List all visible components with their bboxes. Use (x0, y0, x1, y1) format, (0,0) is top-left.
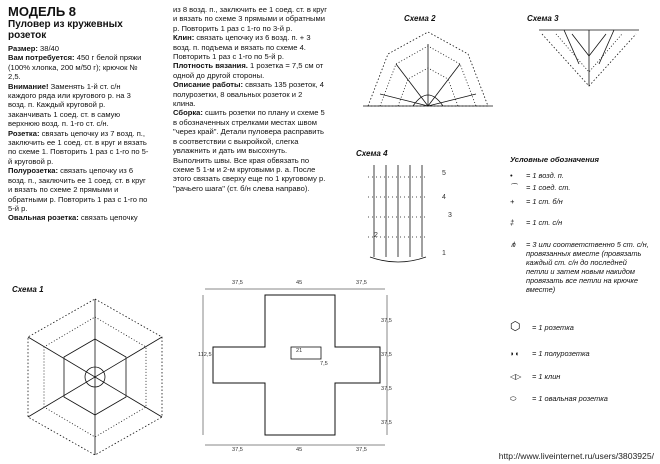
source-url: http://www.liveinternet.ru/users/3803925/ (498, 451, 654, 461)
scheme-2-label: Схема 2 (404, 14, 436, 23)
scheme-1-label: Схема 1 (12, 285, 44, 294)
side-dim-right-2: 37,5 (381, 352, 392, 358)
side-dim-left: 112,5 (198, 352, 212, 358)
text-column-1 (8, 5, 150, 223)
half-rosette-icon: ◗◖ (510, 349, 519, 358)
legend-row-1: ⁀ = 1 соед. ст. (510, 183, 571, 192)
legend-row-5: ⬡ = 1 розетка (510, 319, 574, 333)
scheme-4-diagram (358, 157, 438, 267)
oval-rosette-para: Овальная розетка: связать цепочку (8, 213, 138, 223)
bottom-dim-left: 37,5 (232, 447, 243, 453)
density-para: Плотность вязания. 1 розетка = 7,5 см от одной до другой стороны. (173, 61, 324, 80)
neck-width: 21 (296, 348, 303, 354)
scheme-3-label: Схема 3 (527, 14, 559, 23)
size-para: Размер: 38/40 (8, 44, 60, 53)
attention-para: Внимание! Заменять 1-й ст. с/н каждого ряда или кругового р. на 3 возд. п. Каждый круговой р. заканчивать 1 соед. ст. в самую верхнюю возд. п. 1-го ст. с/н. (8, 81, 131, 129)
work-para: Описание работы: связать 135 розеток, 4 полурозетки, 8 овальных розеток и 2 клина. (173, 80, 324, 109)
top-dim-left: 37,5 (232, 280, 243, 286)
legend-row-2: + = 1 ст. б/н (510, 197, 563, 206)
model-subtitle: Пуловер из кружевных розеток (8, 19, 123, 41)
legend-row-7: ◁▷ = 1 клин (510, 372, 561, 381)
wedge-icon: ◁▷ (510, 372, 522, 381)
assembly-para: Сборка: сшить розетки по плану и схеме 5 в обозначенных стрелками местах швом "через край". Детали пуловера расправить в соответствии с выкройкой, слегка увлажнить и дать им высохнуть. Выполнить швы. Все края обвязать по схеме 5 1-м и 2-м круговыми р. а. После этого связать сверху еще по 1 круговому р. "рачьего шага" (ст. б/н слева направо). (173, 108, 326, 193)
scheme-4-label: Схема 4 (356, 149, 388, 158)
scheme-1-diagram (20, 295, 170, 460)
top-dim-right: 37,5 (356, 280, 367, 286)
scheme-4-row-5: 5 (442, 170, 446, 177)
legend-row-3: ‡ = 1 ст. с/н (510, 218, 563, 227)
scheme-4-row-4: 4 (442, 194, 446, 201)
legend-row-6: ◗◖ = 1 полурозетка (510, 349, 590, 358)
scheme-3-diagram (534, 24, 644, 94)
top-dim-center: 45 (296, 280, 303, 286)
scheme-4-row-2: 2 (374, 232, 378, 239)
side-dim-right-3: 37,5 (381, 386, 392, 392)
side-dim-right-1: 37,5 (381, 318, 392, 324)
scheme-4-row-3: 3 (448, 212, 452, 219)
single-crochet-icon: + (510, 197, 515, 206)
text-column-2 (173, 5, 327, 193)
double-crochet-icon: ‡ (510, 218, 515, 227)
cluster-icon: ⋔ (510, 240, 517, 249)
rosette-icon: ⬡ (510, 319, 521, 333)
legend-row-0: • = 1 возд. п. (510, 171, 564, 180)
half-rosette-para: Полурозетка: связать цепочку из 6 возд. п., заключить ее 1 соед. ст. в круг и вязать по схеме 2 прямыми и обратными р. Повторить 1 раз с 1-го по 5-й р. (8, 166, 148, 213)
wedge-para: Клин: связать цепочку из 6 возд. п. + 3 возд. п. подъема и вязать по схеме 4. Повторить 1 раз с 1-го по 5-й р. (173, 33, 311, 62)
bottom-dim-right: 37,5 (356, 447, 367, 453)
neck-height: 7,5 (320, 361, 328, 367)
legend-title: Условные обозначения (510, 155, 599, 164)
scheme-4-row-1: 1 (442, 250, 446, 257)
oval-cont-para: из 8 возд. п., заключить ее 1 соед. ст. в круг и вязать по схеме 3 прямыми и обратными р. Повторить 1 раз с 1-го по 3-й р. (173, 5, 327, 33)
model-title: МОДЕЛЬ 8 (8, 4, 77, 19)
oval-rosette-icon: ⬭ (510, 394, 517, 403)
materials-para: Вам потребуется: 450 г белой пряжи (100% хлопка, 200 м/50 г); крючок № 2,5. (8, 53, 142, 82)
chain-icon: • (510, 171, 513, 180)
bottom-dim-center: 45 (296, 447, 303, 453)
side-dim-right-4: 37,5 (381, 420, 392, 426)
rosette-para: Розетка: связать цепочку из 7 возд. п., заключить ее 1 соед. ст. в круг и вязать по схеме 1. Повторить 1 раз с 1-го по 5-й круговой р. (8, 128, 149, 166)
legend-row-8: ⬭ = 1 овальная розетка (510, 394, 608, 403)
slip-stitch-icon: ⁀ (510, 183, 516, 192)
legend-row-4: ⋔ = 3 или соответственно 5 ст. с/н, провязанных вместе (провязать каждый ст. с/н до последней петли и затем новым накидом провязать все петли на крючке вместе) (510, 240, 649, 294)
scheme-2-diagram (358, 24, 498, 114)
pullover-pattern (195, 285, 395, 455)
